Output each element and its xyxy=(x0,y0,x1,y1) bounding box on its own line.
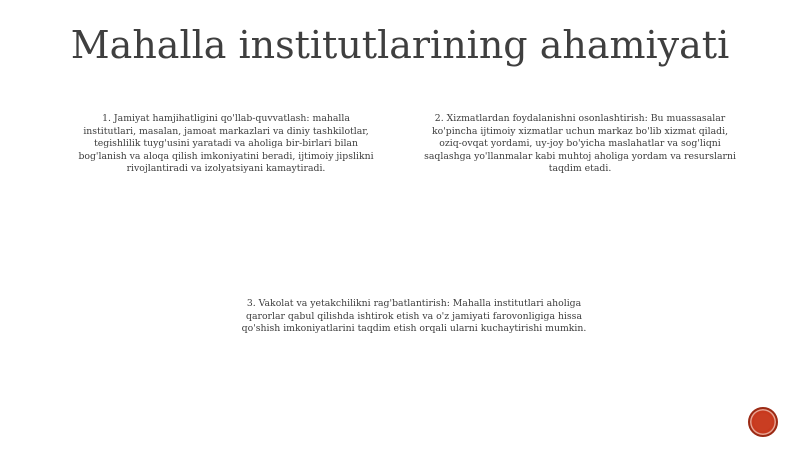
red-circle-button-icon[interactable] xyxy=(748,407,778,437)
paragraph-3: 3. Vakolat va yetakchilikni rag'batlantirish: Mahalla institutlari aholiga qarorlar qabul qilishda ishtirok etish va o'z jamiyati farovonligiga hissa qo'shish imkoniyatlarini taqdim etish orqali ularni kuchaytirishi mumkin. xyxy=(241,298,587,335)
button-inner xyxy=(754,413,772,431)
paragraph-2: 2. Xizmatlardan foydalanishni osonlashtirish: Bu muassasalar ko'pincha ijtimoiy xizmatlar uchun markaz bo'lib xizmat qiladi, oziq-ovqat yordami, uy-joy bo'yicha maslahatlar va sog'liqni saqlashga yo'llanmalar kabi muhtoj aholiga yordam va resurslarni taqdim etadi. xyxy=(424,113,736,175)
paragraph-1: 1. Jamiyat hamjihatligini qo'llab-quvvatlash: mahalla institutlari, masalan, jamoat markazlari va diniy tashkilotlar, tegishlilik tuyg'usini yaratadi va aholiga bir-birlari bilan bog'lanish va aloqa qilish imkoniyatini beradi, ijtimoiy jipslikni rivojlantiradi va izolyatsiyani kamaytiradi. xyxy=(78,113,374,175)
slide-title: Mahalla institutlarining ahamiyati xyxy=(70,23,730,67)
